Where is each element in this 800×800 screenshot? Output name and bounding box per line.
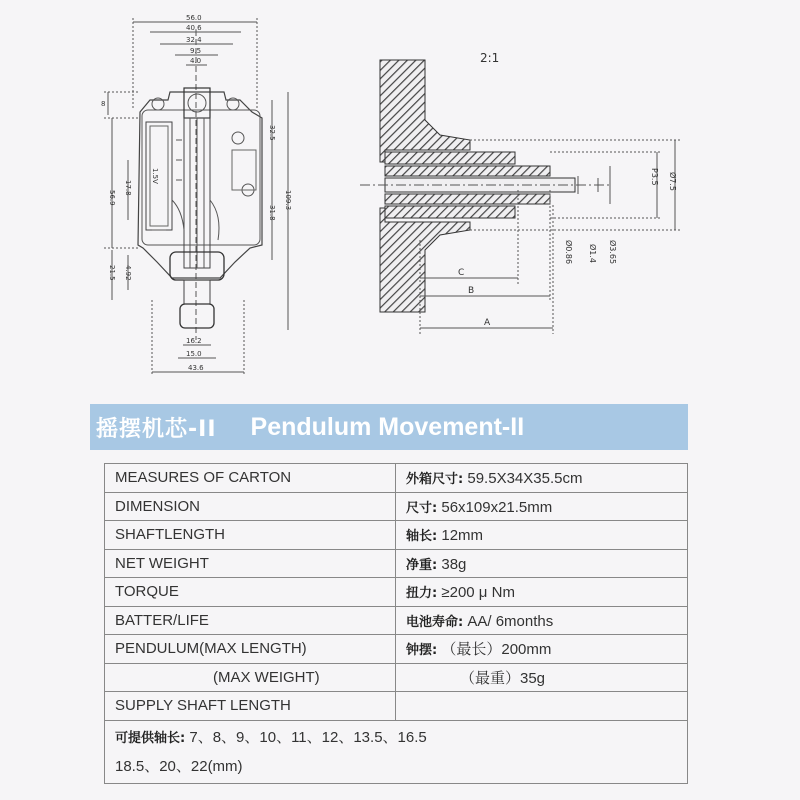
spec-value-text: 12mm — [437, 527, 484, 545]
title-chinese: 摇摆机芯-II — [96, 416, 217, 442]
scale-label: 2:1 — [480, 51, 500, 65]
table-row — [105, 549, 688, 578]
dim-label: 21.5 — [108, 265, 116, 281]
spec-label: DIMENSION — [105, 492, 396, 521]
spec-value-text: 59.5X34X35.5cm — [463, 470, 583, 488]
dim-label: Ø3.65 — [608, 240, 617, 265]
dim-label: 40.6 — [186, 24, 202, 32]
dim-label: 32.5 — [268, 125, 276, 141]
spec-value — [396, 692, 688, 721]
table-row — [105, 692, 688, 721]
shafts-line-2: 18.5、20、22(mm) — [115, 758, 243, 775]
dim-letter: C — [458, 268, 465, 278]
spec-value-text: 38g — [437, 555, 467, 573]
dim-letter: B — [468, 286, 475, 296]
table-row — [105, 720, 688, 783]
table-row — [105, 635, 688, 664]
table-row — [105, 578, 688, 607]
battery-label: 1.5V — [151, 168, 159, 184]
dim-label: Ø1.4 — [588, 244, 597, 264]
spec-value-text: （最重）35g — [460, 669, 546, 687]
dim-letter: A — [484, 318, 491, 328]
spec-label: SHAFTLENGTH — [105, 521, 396, 550]
spec-key-cn: 扭力: — [406, 586, 438, 602]
table-row — [105, 606, 688, 635]
title-bar — [90, 404, 688, 450]
spec-label: PENDULUM(MAX LENGTH) — [105, 635, 396, 664]
dim-label: 32.4 — [186, 36, 202, 44]
spec-value — [396, 464, 688, 493]
spec-value-text: （最长）200mm — [437, 641, 552, 659]
spec-label: (MAX WEIGHT) — [105, 663, 396, 692]
table-row — [105, 464, 688, 493]
dim-label: 43.6 — [188, 364, 204, 372]
dim-label: 4.0 — [190, 57, 202, 65]
spec-table — [104, 463, 688, 784]
spec-key-cn: 尺寸: — [406, 500, 438, 516]
shafts-key-cn: 可提供轴长: — [115, 731, 186, 746]
dim-label: P3.5 — [650, 168, 659, 186]
dim-label: 8 — [101, 100, 106, 108]
table-row — [105, 521, 688, 550]
spec-value-text: ≥200 μ Nm — [437, 584, 515, 602]
shaft-lengths-cell — [105, 720, 688, 783]
spec-label: MEASURES OF CARTON — [105, 464, 396, 493]
dim-label: 56.0 — [186, 14, 202, 22]
front-view — [104, 18, 288, 376]
spec-value — [396, 578, 688, 607]
spec-label: SUPPLY SHAFT LENGTH — [105, 692, 396, 721]
dim-label: 4.92 — [124, 265, 132, 281]
dim-label: 9.5 — [190, 47, 202, 55]
table-row — [105, 492, 688, 521]
spec-label: NET WEIGHT — [105, 549, 396, 578]
spec-label: BATTER/LIFE — [105, 606, 396, 635]
spec-value-text: 56x109x21.5mm — [437, 498, 553, 516]
spec-value-text: AA/ 6months — [463, 612, 554, 630]
dim-label: Ø0.86 — [564, 240, 573, 265]
dim-label: Ø7.5 — [668, 172, 677, 192]
spec-value — [396, 663, 688, 692]
side-section-view — [360, 60, 610, 312]
dim-label: 31.8 — [268, 205, 276, 221]
spec-value — [396, 635, 688, 664]
dim-label: 15.0 — [186, 350, 202, 358]
dim-label: 109.3 — [284, 190, 292, 211]
spec-value — [396, 521, 688, 550]
table-row — [105, 663, 688, 692]
spec-key-cn: 外箱尺寸: — [406, 472, 464, 488]
spec-label: TORQUE — [105, 578, 396, 607]
spec-key-cn: 净重: — [406, 557, 438, 573]
spec-key-cn: 钟摆: — [406, 643, 438, 659]
spec-key-cn: 电池寿命: — [406, 614, 464, 630]
dim-label: 17.8 — [124, 180, 132, 196]
spec-value — [396, 549, 688, 578]
shafts-line-1: 7、8、9、10、11、12、13.5、16.5 — [185, 729, 427, 746]
spec-value — [396, 606, 688, 635]
title-english: Pendulum Movement-II — [250, 412, 525, 441]
spec-value — [396, 492, 688, 521]
dim-label: 56.9 — [108, 190, 116, 206]
spec-key-cn: 轴长: — [406, 529, 438, 545]
dim-label: 16.2 — [186, 337, 202, 345]
